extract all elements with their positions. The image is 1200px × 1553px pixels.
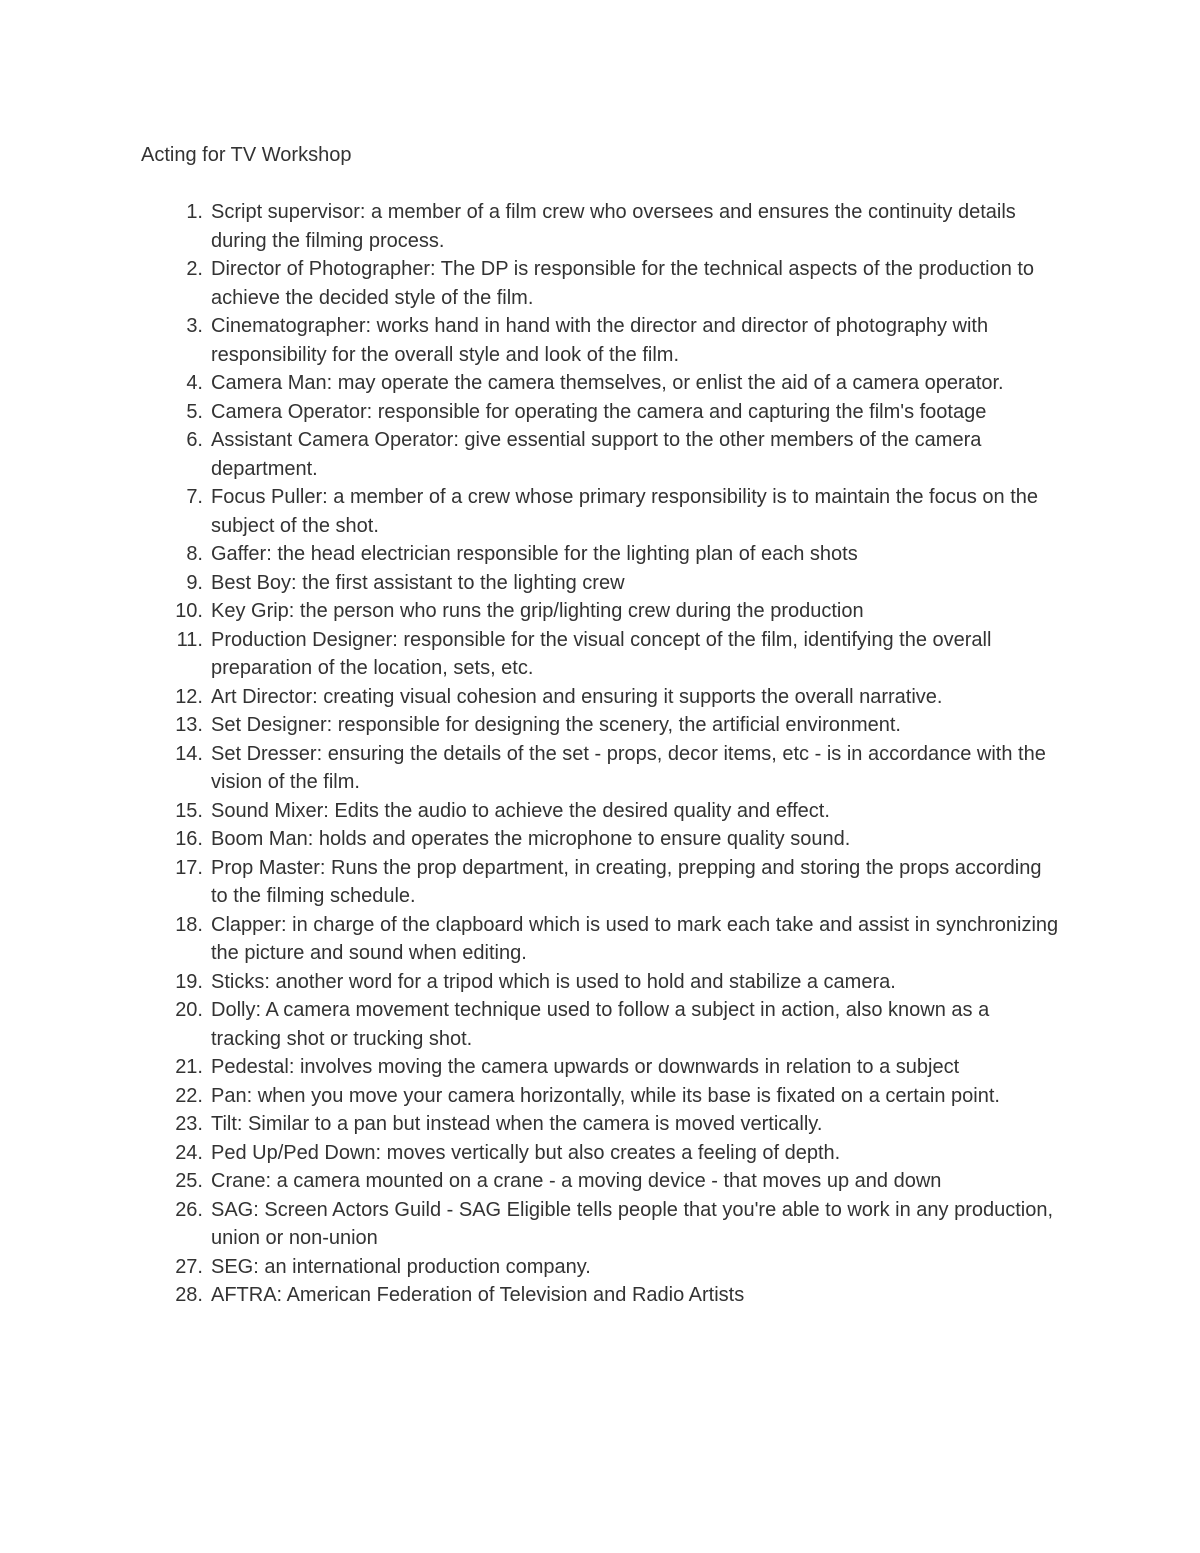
list-item (141, 1082, 1061, 1111)
list-item (141, 597, 1061, 626)
list-item-text: Assistant Camera Operator: give essential support to the other members of the camera department. (211, 429, 982, 480)
list-item-text: Crane: a camera mounted on a crane - a moving device - that moves up and down (211, 1170, 942, 1192)
list-item-number: 25. (175, 1170, 203, 1192)
list-item-text: Art Director: creating visual cohesion and ensuring it supports the overall narrative. (211, 685, 943, 708)
list-item (141, 312, 1061, 369)
list-item-text: AFTRA: American Federation of Television and Radio Artists (211, 1284, 745, 1306)
list-item (141, 996, 1061, 1053)
list-item-text: Sound Mixer: Edits the audio to achieve the desired quality and effect. (211, 799, 830, 822)
list-item-text: Dolly: A camera movement technique used to follow a subject in action, also known as a tracking shot or trucking shot. (211, 999, 990, 1050)
list-item-text: Clapper: in charge of the clapboard which is used to mark each take and assist in synchronizing the picture and sound when editing. (211, 913, 1059, 964)
list-item (141, 740, 1061, 797)
list-item-text: Ped Up/Ped Down: moves vertically but also creates a feeling of depth. (211, 1141, 841, 1164)
list-item-text: SAG: Screen Actors Guild - SAG Eligible tells people that you're able to work in any production, union or non-union (211, 1198, 1054, 1249)
list-item (141, 1167, 1061, 1196)
list-item-text: Best Boy: the first assistant to the lighting crew (211, 571, 625, 594)
list-item-text: Script supervisor: a member of a film crew who oversees and ensures the continuity details during the filming process. (211, 201, 1016, 252)
list-item-number: 3. (186, 315, 203, 337)
list-item-number: 11. (176, 628, 203, 651)
list-item-text: Pedestal: involves moving the camera upwards or downwards in relation to a subject (211, 1056, 960, 1078)
list-item-number: 10. (175, 600, 203, 622)
list-item-number: 6. (186, 429, 203, 451)
list-item (141, 1053, 1061, 1082)
list-item-number: 26. (175, 1198, 203, 1221)
list-item-number: 16. (175, 828, 203, 850)
list-item (141, 854, 1061, 911)
list-item-text: Production Designer: responsible for the visual concept of the film, identifying the overall preparation of the location, sets, etc. (211, 628, 992, 679)
list-item-text: Director of Photographer: The DP is responsible for the technical aspects of the production to achieve the decided style of the film. (211, 258, 1035, 309)
list-item (141, 1110, 1061, 1139)
list-item (141, 569, 1061, 598)
list-item (141, 369, 1061, 398)
list-item-number: 22. (175, 1084, 203, 1107)
list-item-text: Pan: when you move your camera horizontally, while its base is fixated on a certain point. (211, 1084, 1000, 1107)
list-item (141, 683, 1061, 712)
list-item (141, 1139, 1061, 1168)
glossary-list (141, 198, 1061, 1310)
list-item-text: Boom Man: holds and operates the microphone to ensure quality sound. (211, 828, 851, 850)
list-item-text: SEG: an international production company. (211, 1255, 591, 1278)
list-item-number: 27. (175, 1255, 203, 1278)
list-item (141, 1196, 1061, 1253)
list-item (141, 426, 1061, 483)
list-item-number: 7. (186, 486, 203, 508)
list-item-number: 8. (186, 543, 203, 565)
list-item (141, 711, 1061, 740)
list-item-number: 17. (175, 856, 203, 879)
list-item-number: 23. (175, 1113, 203, 1135)
list-item-text: Prop Master: Runs the prop department, in creating, prepping and storing the props according to the filming schedule. (211, 856, 1042, 907)
list-item (141, 1253, 1061, 1282)
document-title: Acting for TV Workshop (141, 144, 352, 166)
list-item-number: 9. (186, 571, 203, 594)
list-item (141, 1281, 1061, 1310)
list-item (141, 825, 1061, 854)
list-item-text: Focus Puller: a member of a crew whose primary responsibility is to maintain the focus on the subject of the shot. (211, 486, 1039, 537)
list-item (141, 255, 1061, 312)
list-item-text: Tilt: Similar to a pan but instead when the camera is moved vertically. (211, 1113, 823, 1135)
list-item (141, 398, 1061, 427)
list-item-number: 20. (175, 999, 203, 1021)
list-item-text: Camera Operator: responsible for operating the camera and capturing the film's footage (211, 400, 987, 423)
list-item-number: 24. (175, 1141, 203, 1164)
list-item-number: 5. (186, 400, 203, 423)
list-item-text: Camera Man: may operate the camera themselves, or enlist the aid of a camera operator. (211, 372, 1004, 394)
list-item-text: Key Grip: the person who runs the grip/lighting crew during the production (211, 600, 864, 622)
list-item-number: 21. (175, 1056, 203, 1078)
list-item-text: Cinematographer: works hand in hand with the director and director of photography with responsibility for the overall style and look of the film. (211, 315, 989, 366)
list-item (141, 626, 1061, 683)
list-item-number: 4. (186, 372, 203, 394)
list-item-text: Gaffer: the head electrician responsible for the lighting plan of each shots (211, 543, 858, 565)
list-item-number: 15. (175, 799, 203, 822)
list-item (141, 911, 1061, 968)
list-item-number: 19. (175, 970, 203, 993)
list-item-number: 12. (175, 685, 203, 708)
list-item-number: 1. (186, 201, 203, 223)
list-item (141, 797, 1061, 826)
list-item-number: 18. (175, 913, 203, 936)
list-item (141, 198, 1061, 255)
list-item-text: Set Designer: responsible for designing the scenery, the artificial environment. (211, 714, 901, 736)
list-item-number: 28. (175, 1284, 203, 1306)
list-item-number: 14. (175, 742, 203, 765)
list-item-text: Sticks: another word for a tripod which is used to hold and stabilize a camera. (211, 970, 896, 993)
list-item (141, 483, 1061, 540)
list-item (141, 968, 1061, 997)
list-item-text: Set Dresser: ensuring the details of the set - props, decor items, etc - is in accordance with the vision of the film. (211, 742, 1046, 793)
list-item-number: 2. (186, 258, 203, 280)
list-item-number: 13. (175, 714, 203, 736)
list-item (141, 540, 1061, 569)
